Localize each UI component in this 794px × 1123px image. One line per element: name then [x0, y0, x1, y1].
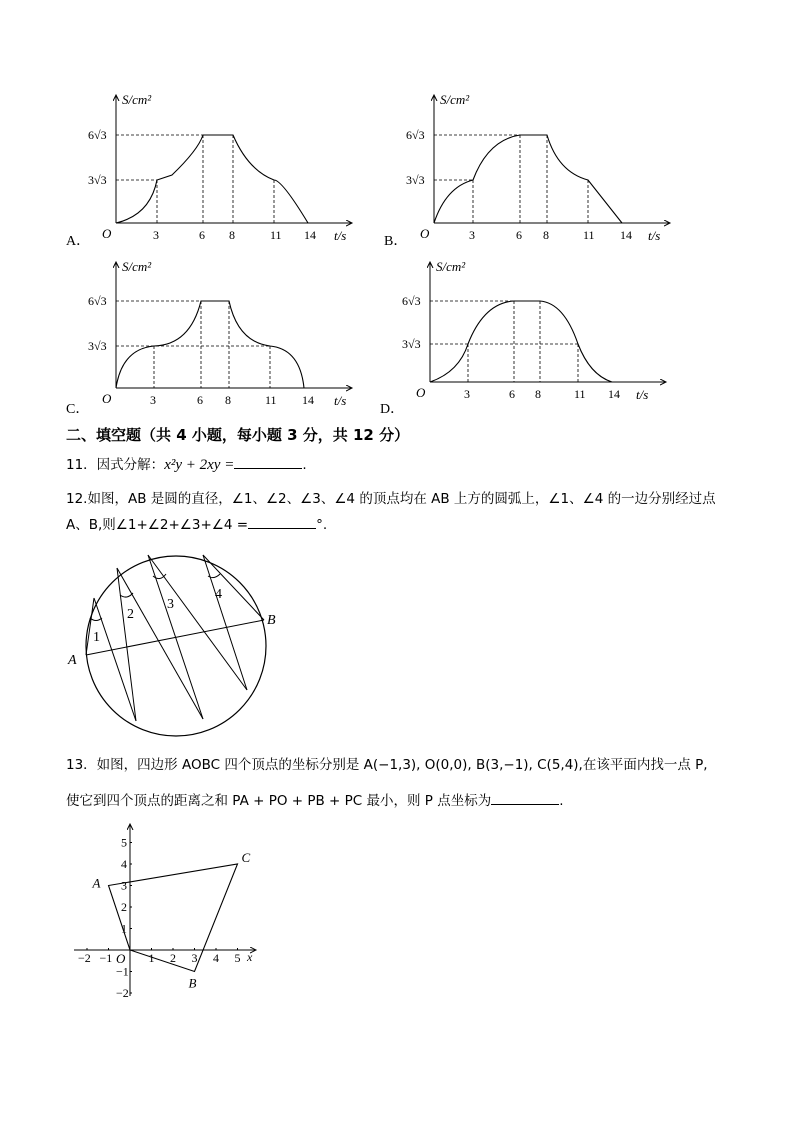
section-title: 二、填空题（共 4 小题，每小题 3 分，共 12 分） [66, 426, 410, 444]
q13-x-tick: 1 [148, 951, 155, 965]
x-tick-11: 11 [583, 228, 595, 242]
x-tick-6: 6 [509, 387, 515, 401]
x-axis-label: t/s [334, 228, 347, 243]
x-tick-14: 14 [620, 228, 632, 242]
q11-answer-blank[interactable] [234, 454, 302, 469]
question-12-line2 [66, 514, 327, 535]
q13-x-tick: 5 [234, 951, 241, 965]
x-tick-6: 6 [516, 228, 522, 242]
q12-angle-2: 2 [127, 607, 134, 622]
q13-origin-label: O [116, 951, 126, 966]
q12-angle-4: 4 [215, 587, 222, 602]
q13-answer-blank[interactable] [491, 790, 559, 805]
q13-y-tick: 2 [121, 900, 127, 914]
q13-line2-prefix: 使它到四个顶点的距离之和 PA + PO + PB + PC 最小，则 P 点坐标为 [66, 793, 492, 809]
x-tick-14: 14 [304, 228, 316, 242]
origin-label: O [102, 391, 112, 406]
question-13-line2 [66, 790, 564, 811]
q12-line2-suffix: °. [316, 517, 328, 533]
x-tick-6: 6 [199, 228, 205, 242]
q12-point-a: A [68, 653, 77, 668]
q13-line2-suffix: . [559, 793, 564, 809]
x-tick-11: 11 [574, 387, 586, 401]
y-tick-3r3: 3√3 [402, 337, 421, 351]
graph-option-d [404, 257, 674, 412]
q13-x-label: x [247, 950, 253, 964]
x-tick-11: 11 [265, 393, 277, 407]
y-tick-6r3: 6√3 [88, 294, 107, 308]
x-tick-14: 14 [608, 387, 620, 401]
x-axis-label: t/s [648, 228, 661, 243]
x-tick-6: 6 [197, 393, 203, 407]
x-axis-label: t/s [334, 393, 347, 408]
q11-prefix: 11．因式分解： [66, 457, 165, 473]
option-a-label: A． [66, 234, 91, 249]
question-11 [66, 454, 307, 475]
y-axis-label: S/cm² [122, 259, 152, 274]
graph-option-a [90, 90, 360, 245]
origin-label: O [420, 226, 430, 241]
graph-option-b [408, 90, 678, 245]
q13-x-tick: 4 [213, 951, 219, 965]
q13-y-tick: −2 [116, 986, 129, 1000]
q12-circle-figure [60, 540, 290, 735]
q12-answer-blank[interactable] [248, 514, 316, 529]
q13-x-tick: −2 [78, 951, 91, 965]
origin-label: O [102, 226, 112, 241]
y-tick-6r3: 6√3 [402, 294, 421, 308]
x-tick-14: 14 [302, 393, 314, 407]
y-axis-label: S/cm² [122, 92, 152, 107]
q13-x-tick: 3 [191, 951, 198, 965]
question-12-line1: 12.如图，AB 是圆的直径，∠1、∠2、∠3、∠4 的顶点均在 AB 上方的圆弧上，∠1、∠4 的一边分别经过点 [66, 491, 716, 507]
q13-point-a: A [92, 875, 101, 891]
y-axis-label: S/cm² [436, 259, 466, 274]
option-d-label: D． [380, 402, 405, 417]
q13-x-tick: −1 [99, 951, 113, 965]
y-tick-3r3: 3√3 [88, 173, 107, 187]
q12-angle-3: 3 [167, 597, 174, 612]
q13-coordinate-figure [60, 820, 270, 1000]
q13-y-tick: 4 [121, 857, 127, 871]
option-c-label: C． [66, 402, 90, 417]
x-tick-8: 8 [543, 228, 549, 242]
q12-point-b: B [267, 613, 276, 628]
q13-point-c: C [241, 850, 251, 865]
y-tick-6r3: 6√3 [88, 128, 107, 142]
x-tick-11: 11 [270, 228, 282, 242]
x-axis-label: t/s [636, 387, 649, 402]
x-tick-8: 8 [225, 393, 231, 407]
q13-point-b: B [188, 975, 197, 991]
x-tick-3: 3 [150, 393, 156, 407]
q13-x-ticks [78, 948, 241, 965]
y-axis-label: S/cm² [440, 92, 470, 107]
q11-expression: x²y + 2xy = [164, 457, 235, 473]
x-tick-8: 8 [229, 228, 235, 242]
y-tick-3r3: 3√3 [88, 339, 107, 353]
y-tick-3r3: 3√3 [406, 173, 425, 187]
q13-y-tick: 1 [121, 921, 127, 936]
q13-x-tick: 2 [170, 951, 176, 965]
q11-suffix: . [302, 457, 307, 473]
q12-angle-1: 1 [93, 630, 100, 645]
x-tick-3: 3 [153, 228, 159, 242]
option-b-label: B． [384, 234, 408, 249]
q13-y-tick: 5 [121, 835, 127, 850]
question-13-line1: 13．如图，四边形 AOBC 四个顶点的坐标分别是 A(−1,3), O(0,0), B(3,−1), C(5,4),在该平面内找一点 P, [66, 757, 708, 773]
x-tick-8: 8 [535, 387, 541, 401]
q12-line2-prefix: A、B,则∠1+∠2+∠3+∠4 = [66, 517, 249, 533]
y-tick-6r3: 6√3 [406, 128, 425, 142]
graph-option-c [90, 257, 360, 412]
q13-y-tick: 3 [121, 878, 127, 893]
q13-y-tick: −1 [116, 964, 129, 979]
x-tick-3: 3 [469, 228, 475, 242]
origin-label: O [416, 385, 426, 400]
x-tick-3: 3 [464, 387, 470, 401]
